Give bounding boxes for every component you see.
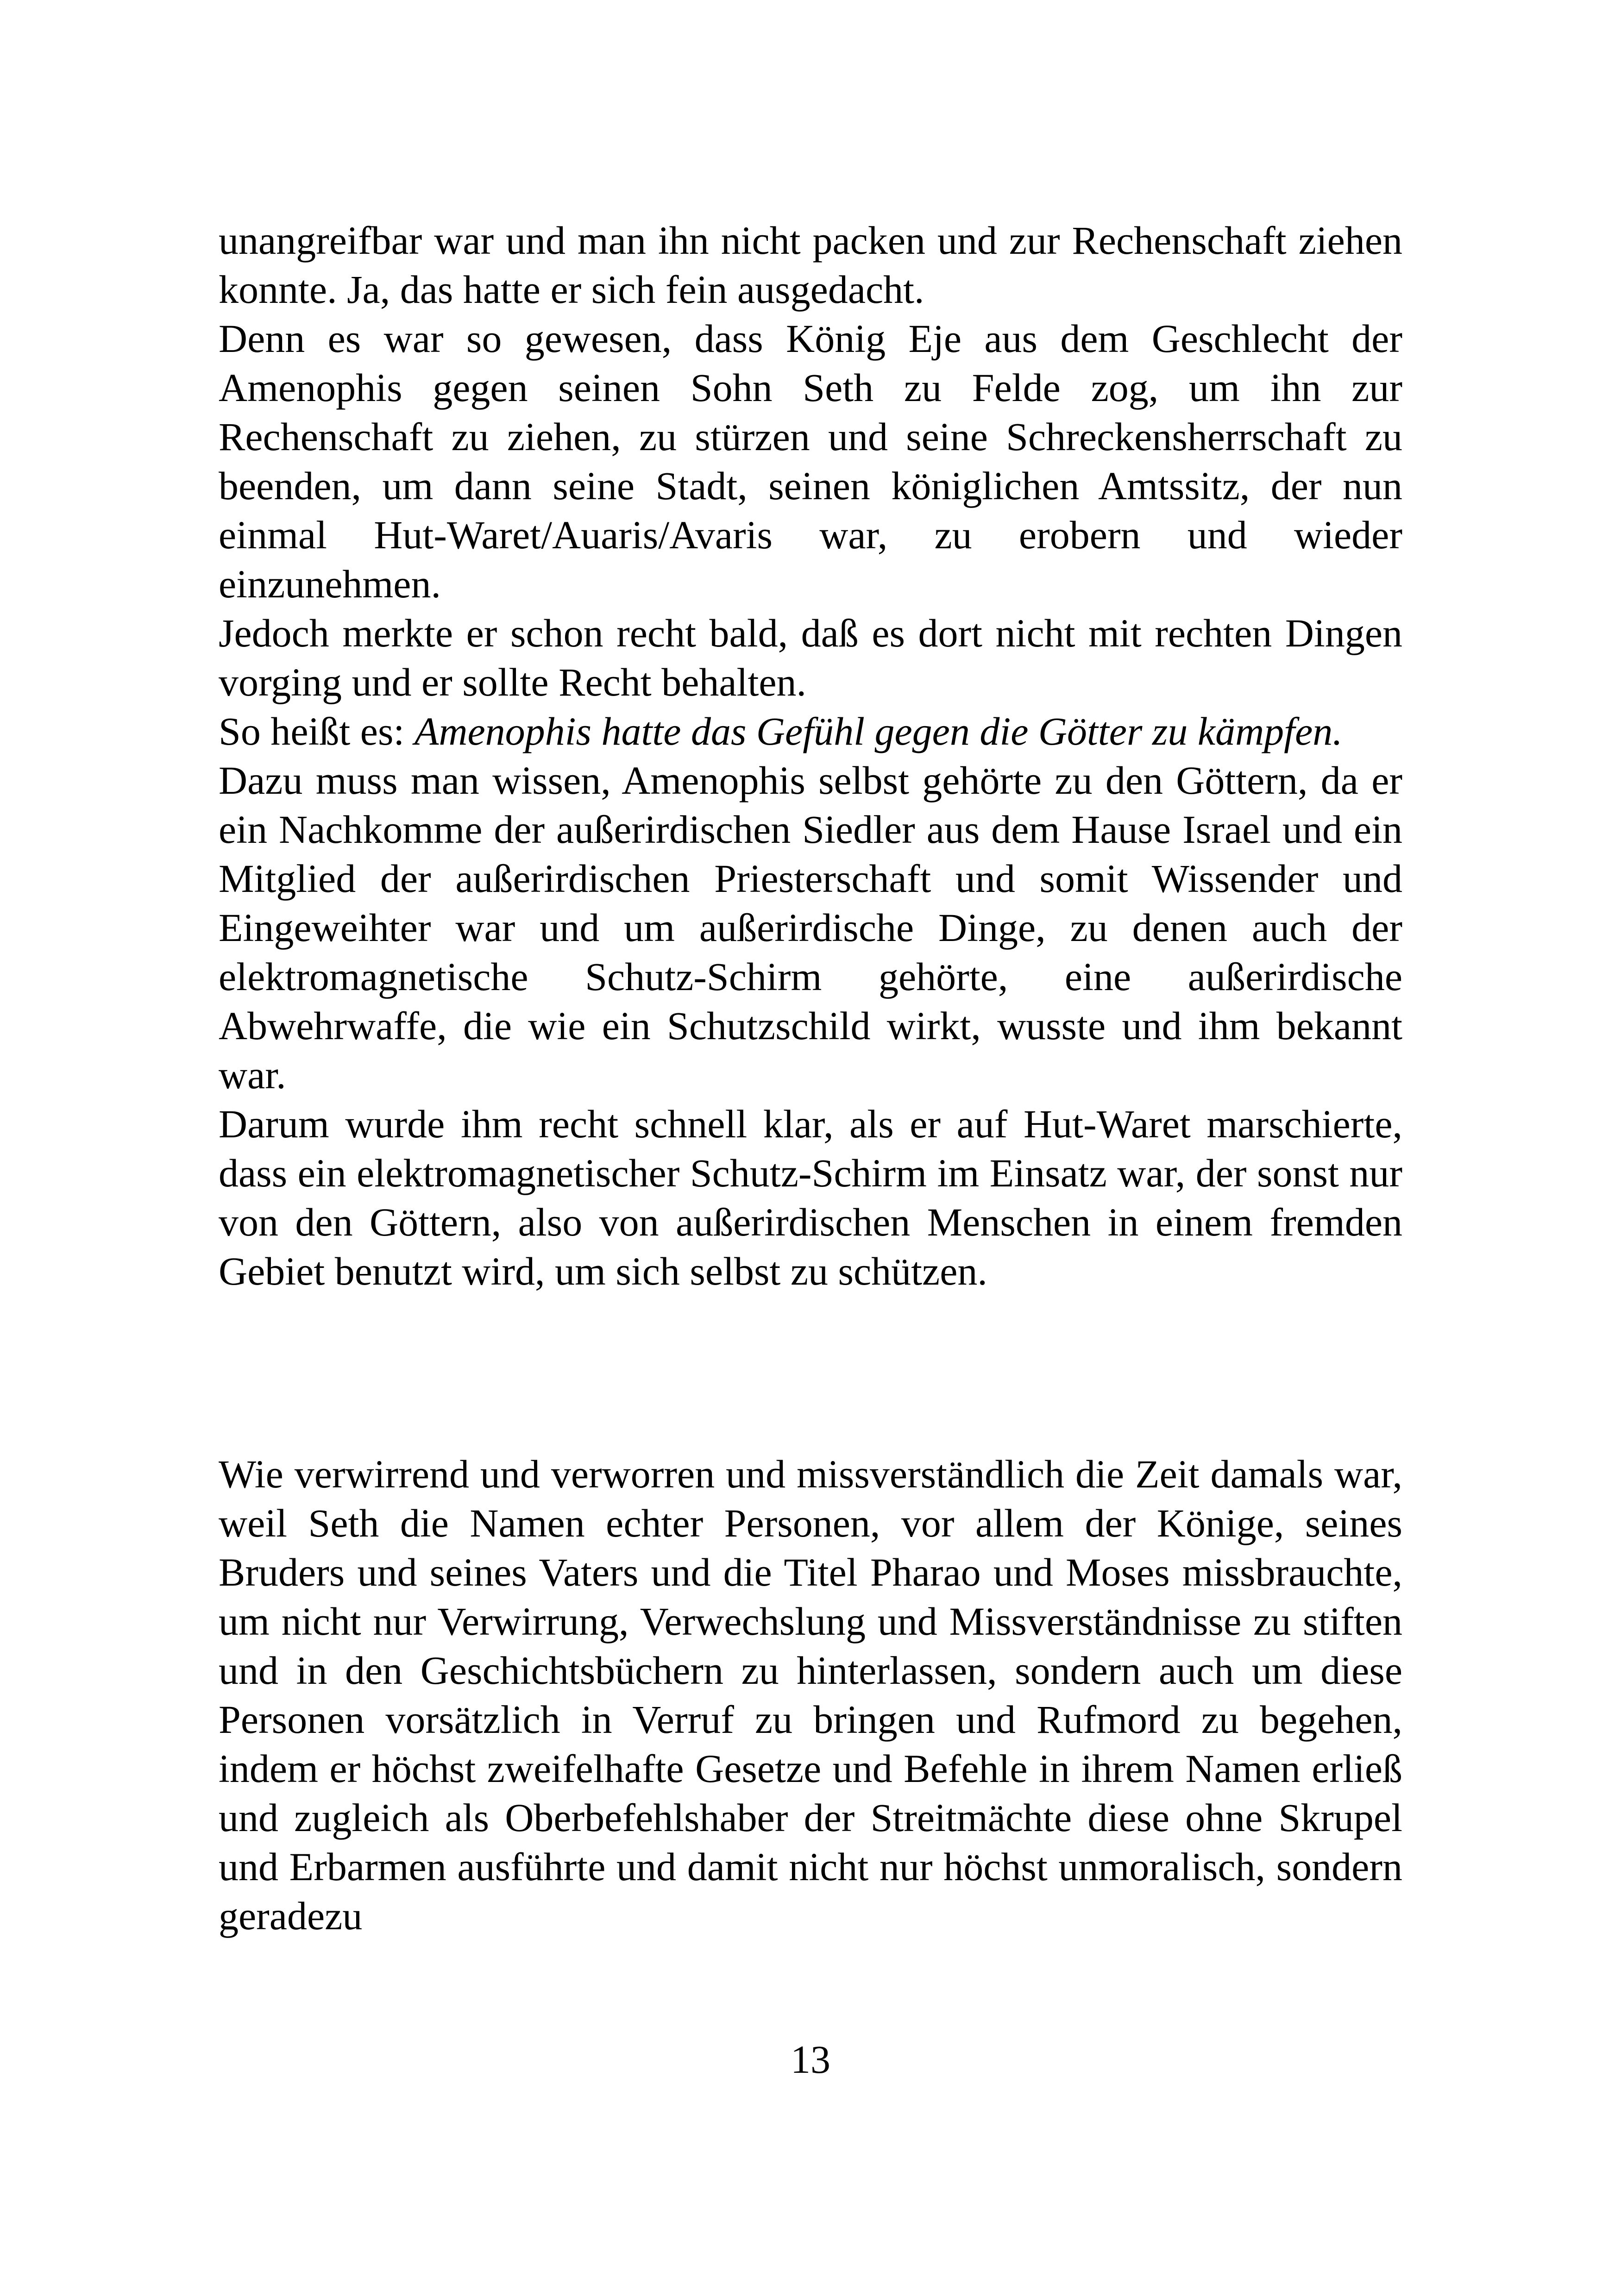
paragraph-3: Jedoch merkte er schon recht bald, daß es dort nicht mit rechten Dingen vorging und er sollte Recht behalten. bbox=[219, 611, 1402, 704]
text-section-one bbox=[219, 216, 1402, 1296]
paragraph-7: Wie verwirrend und verworren und missverständlich die Zeit damals war, weil Seth die Namen echter Personen, vor allem der Könige, seines Bruders und seines Vaters und die Titel Pharao und Moses missbrauchte, um nicht nur Verwirrung, Verwechslung und Missverständnisse zu stiften und in den Geschichtsbüchern zu hinterlassen, sondern auch um diese Personen vorsätzlich in Verruf zu bringen und Rufmord zu begehen, indem er höchst zweifelhafte Gesetze und Befehle in ihrem Namen erließ und zugleich als Oberbefehlshaber der Streitmächte diese ohne Skrupel und Erbarmen ausführte und damit nicht nur höchst unmoralisch, sondern geradezu bbox=[219, 1452, 1402, 1938]
page-number: 13 bbox=[791, 2037, 830, 2082]
paragraph-5: Dazu muss man wissen, Amenophis selbst gehörte zu den Göttern, da er ein Nachkomme der außerirdischen Siedler aus dem Hause Israel und ein Mitglied der außerirdischen Priesterschaft und somit Wissender und Eingeweihter war und um außerirdische Dinge, zu denen auch der elektromagnetische Schutz-Schirm gehörte, eine außerirdische Abwehrwaffe, die wie ein Schutzschild wirkt, wusste und ihm bekannt war. bbox=[219, 758, 1402, 1097]
quote-italic: Amenophis hatte das Gefühl gegen die Götter zu kämpfen. bbox=[414, 709, 1343, 753]
paragraph-4 bbox=[219, 707, 1402, 756]
paragraph-6: Darum wurde ihm recht schnell klar, als er auf Hut-Waret marschierte, dass ein elektromagnetischer Schutz-Schirm im Einsatz war, der sonst nur von den Göttern, also von außerirdischen Menschen in einem fremden Gebiet benutzt wird, um sich selbst zu schützen. bbox=[219, 1102, 1402, 1293]
quote-intro: So heißt es: bbox=[219, 709, 415, 753]
text-section-two bbox=[219, 1449, 1402, 1940]
paragraph-1: unangreifbar war und man ihn nicht packen und zur Rechenschaft ziehen konnte. Ja, das hatte er sich fein ausgedacht. bbox=[219, 218, 1402, 312]
paragraph-2: Denn es war so gewesen, dass König Eje aus dem Geschlecht der Amenophis gegen seinen Sohn Seth zu Felde zog, um ihn zur Rechenschaft zu ziehen, zu stürzen und seine Schreckensherrschaft zu beenden, um dann seine Stadt, seinen königlichen Amtssitz, der nun einmal Hut-Waret/Auaris/Avaris war, zu erobern und wieder einzunehmen. bbox=[219, 316, 1402, 606]
